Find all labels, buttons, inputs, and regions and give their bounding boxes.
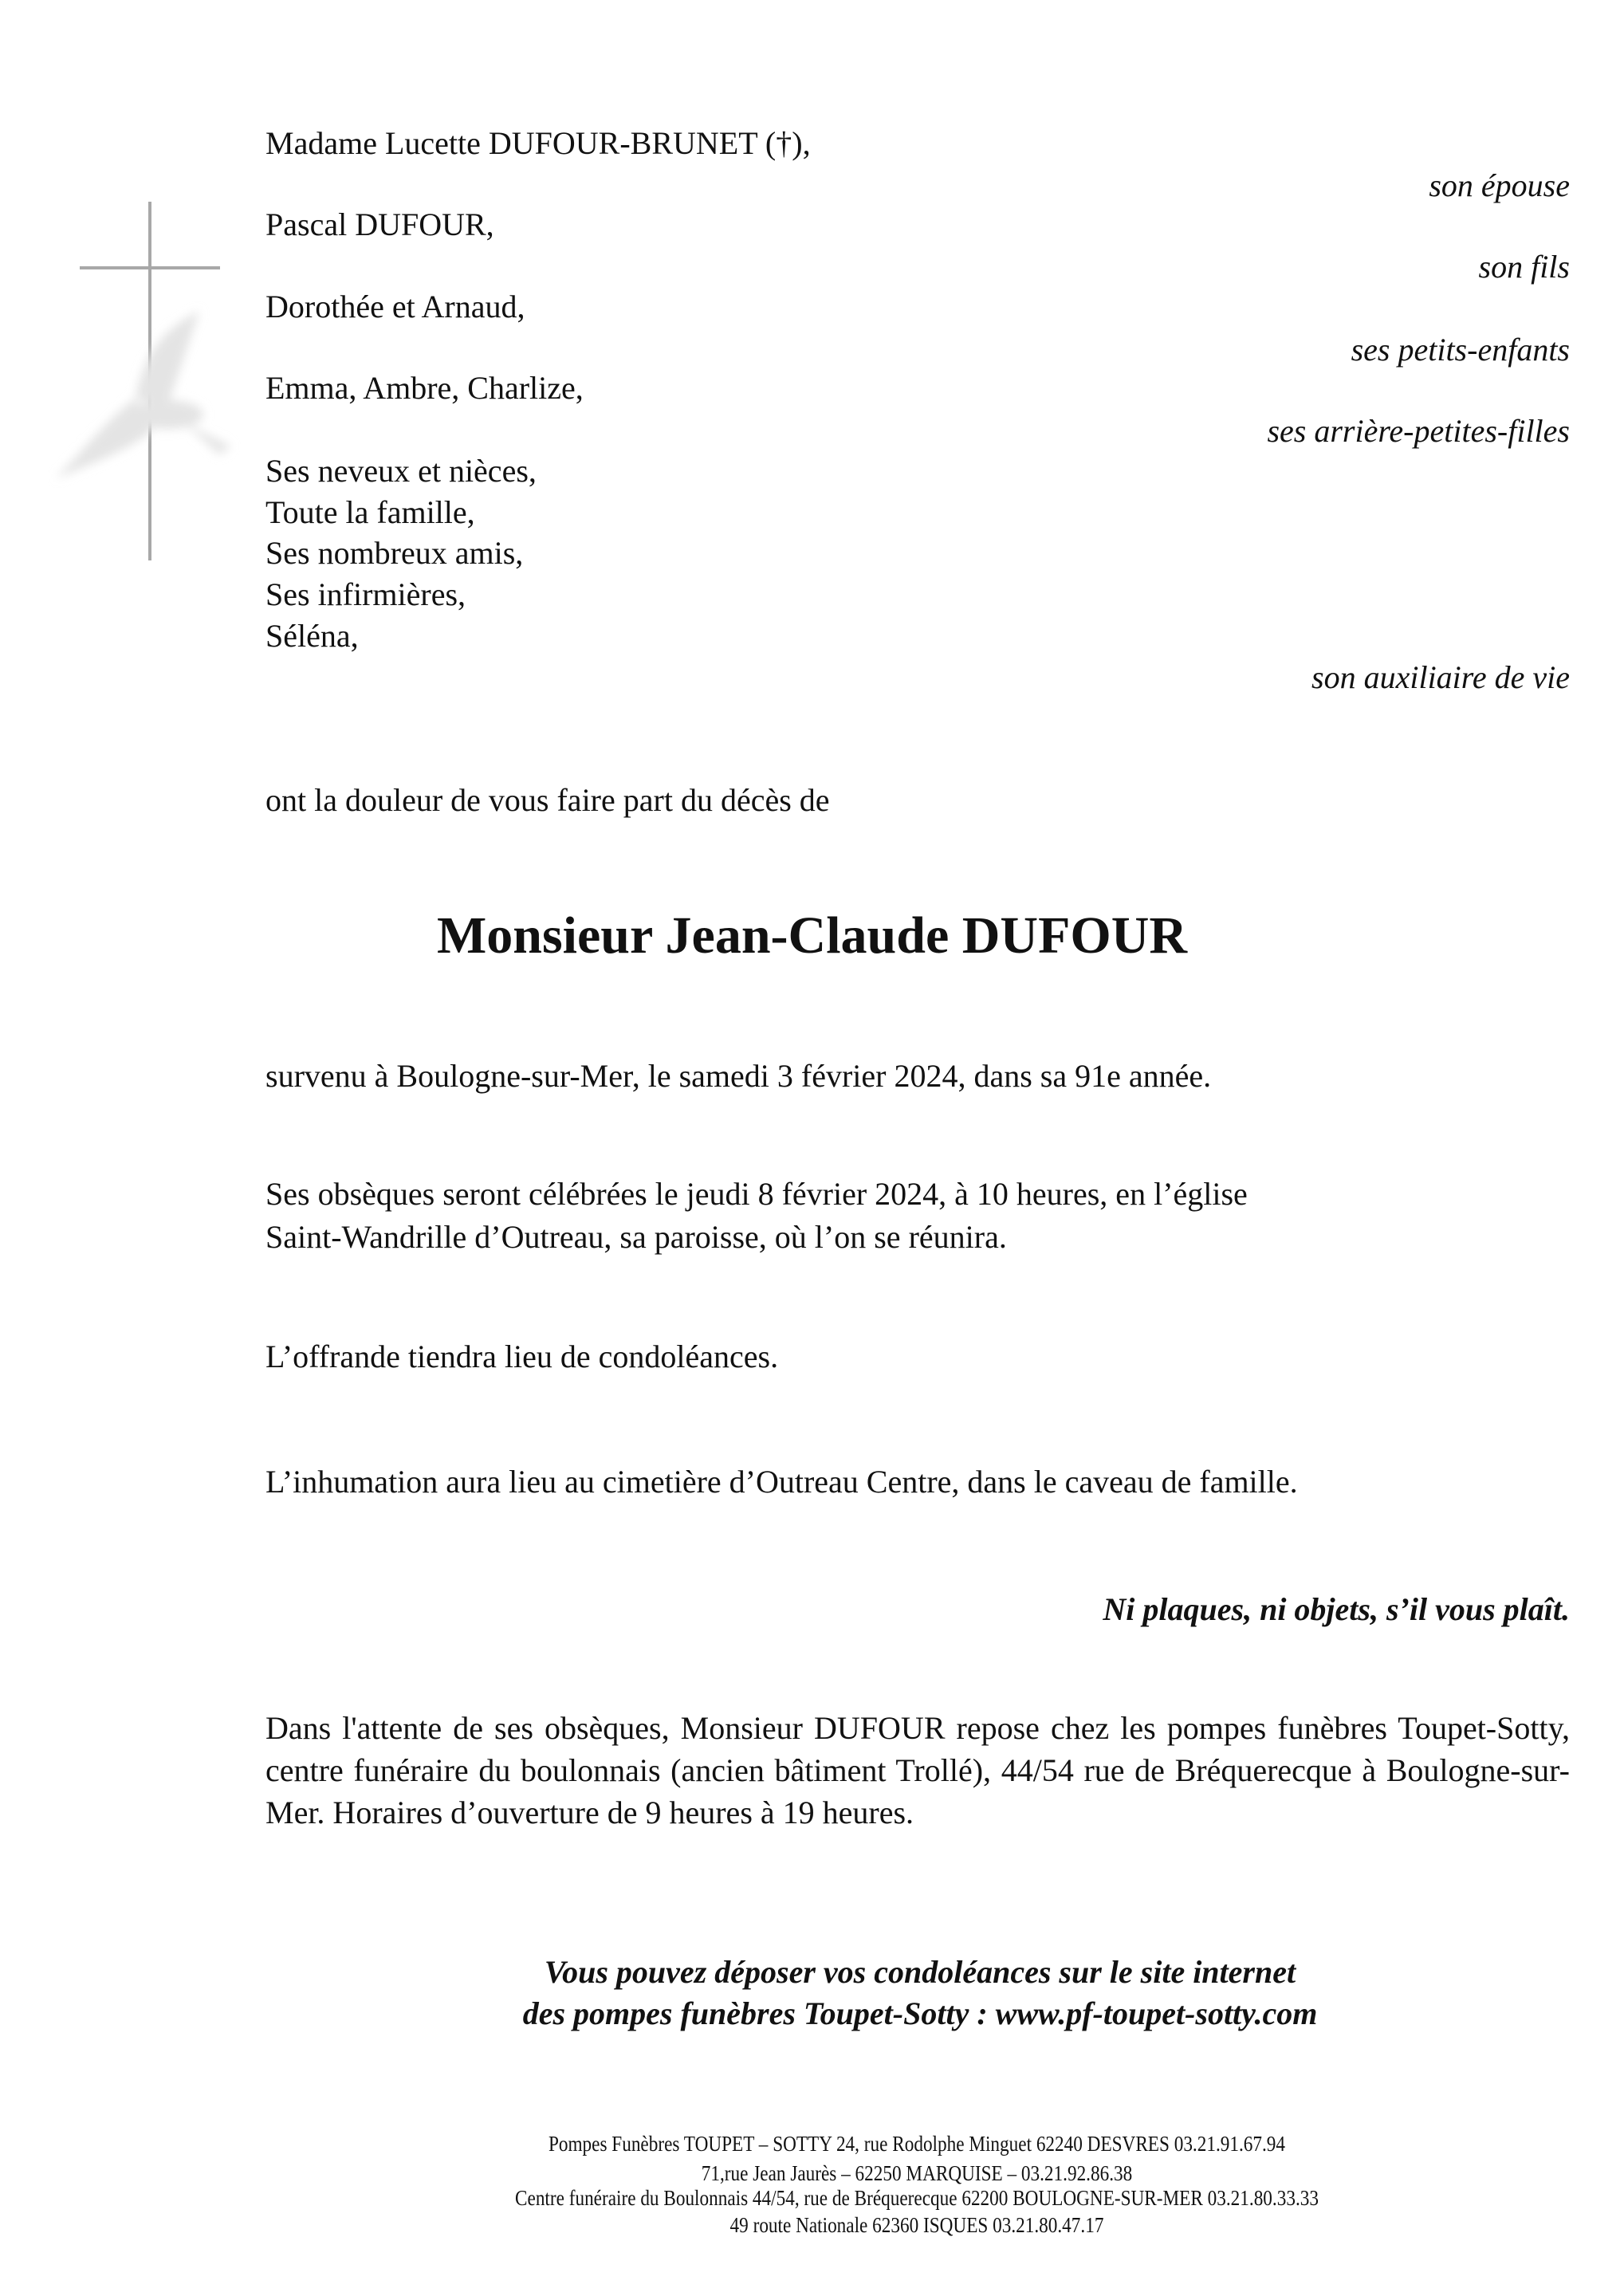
dove-icon	[56, 311, 231, 478]
other-mourner: Ses nombreux amis,	[265, 535, 524, 571]
death-info: survenu à Boulogne-sur-Mer, le samedi 3 février 2024, dans sa 91e année.	[265, 1058, 1212, 1094]
cross-dove-icon	[48, 191, 255, 590]
other-mourner: Ses infirmières,	[265, 576, 466, 612]
selena-relation: son auxiliaire de vie	[1311, 659, 1570, 695]
footer-line: 49 route Nationale 62360 ISQUES 03.21.80.47.17	[729, 2213, 1104, 2237]
offering: L’offrande tiendra lieu de condoléances.	[265, 1339, 779, 1374]
condolences-line: Vous pouvez déposer vos condoléances sur le site internet	[544, 1954, 1296, 1990]
footer-line: Pompes Funèbres TOUPET – SOTTY 24, rue Rodolphe Minguet 62240 DESVRES 03.21.91.67.94	[548, 2132, 1286, 2156]
footer-line: 71,rue Jean Jaurès – 62250 MARQUISE – 03.21.92.86.38	[701, 2161, 1133, 2185]
family-relation: son fils	[1478, 249, 1570, 285]
family-relation: ses petits-enfants	[1351, 332, 1570, 368]
other-mourner: Toute la famille,	[265, 494, 475, 530]
no-flowers-note: Ni plaques, ni objets, s’il vous plaît.	[1103, 1591, 1570, 1627]
family-relation: son épouse	[1429, 167, 1570, 203]
family-name: Dorothée et Arnaud,	[265, 289, 525, 324]
family-name: Madame Lucette DUFOUR-BRUNET (†),	[265, 125, 811, 161]
footer-line: Centre funéraire du Boulonnais 44/54, rue de Bréquerecque 62200 BOULOGNE-SUR-MER 03.21.80.33.33	[515, 2186, 1319, 2210]
funeral-line: Saint-Wandrille d’Outreau, sa paroisse, où l’on se réunira.	[265, 1219, 1007, 1255]
cross-horizontal	[80, 266, 220, 269]
other-mourner: Ses neveux et nièces,	[265, 453, 537, 489]
repose-paragraph: Dans l'attente de ses obsèques, Monsieur DUFOUR repose chez les pompes funèbres Toupet-Sotty, centre funéraire du boulonnais (ancien bâtiment Trollé), 44/54 rue de Bréquerecque à Boulogne-sur-Mer. Horaires d’ouverture de 9 heures à 19 heures.	[265, 1710, 1570, 1830]
family-name: Pascal DUFOUR,	[265, 206, 494, 242]
deceased-name: Monsieur Jean-Claude DUFOUR	[436, 906, 1188, 965]
burial: L’inhumation aura lieu au cimetière d’Outreau Centre, dans le caveau de famille.	[265, 1464, 1298, 1500]
family-relation: ses arrière-petites-filles	[1267, 413, 1570, 449]
other-mourner: Séléna,	[265, 618, 359, 654]
condolences-line: des pompes funèbres Toupet-Sotty : www.pf-toupet-sotty.com	[522, 1995, 1318, 2031]
funeral-line: Ses obsèques seront célébrées le jeudi 8 février 2024, à 10 heures, en l’église	[265, 1176, 1248, 1212]
announcement: ont la douleur de vous faire part du décès de	[265, 782, 830, 818]
family-name: Emma, Ambre, Charlize,	[265, 370, 584, 406]
